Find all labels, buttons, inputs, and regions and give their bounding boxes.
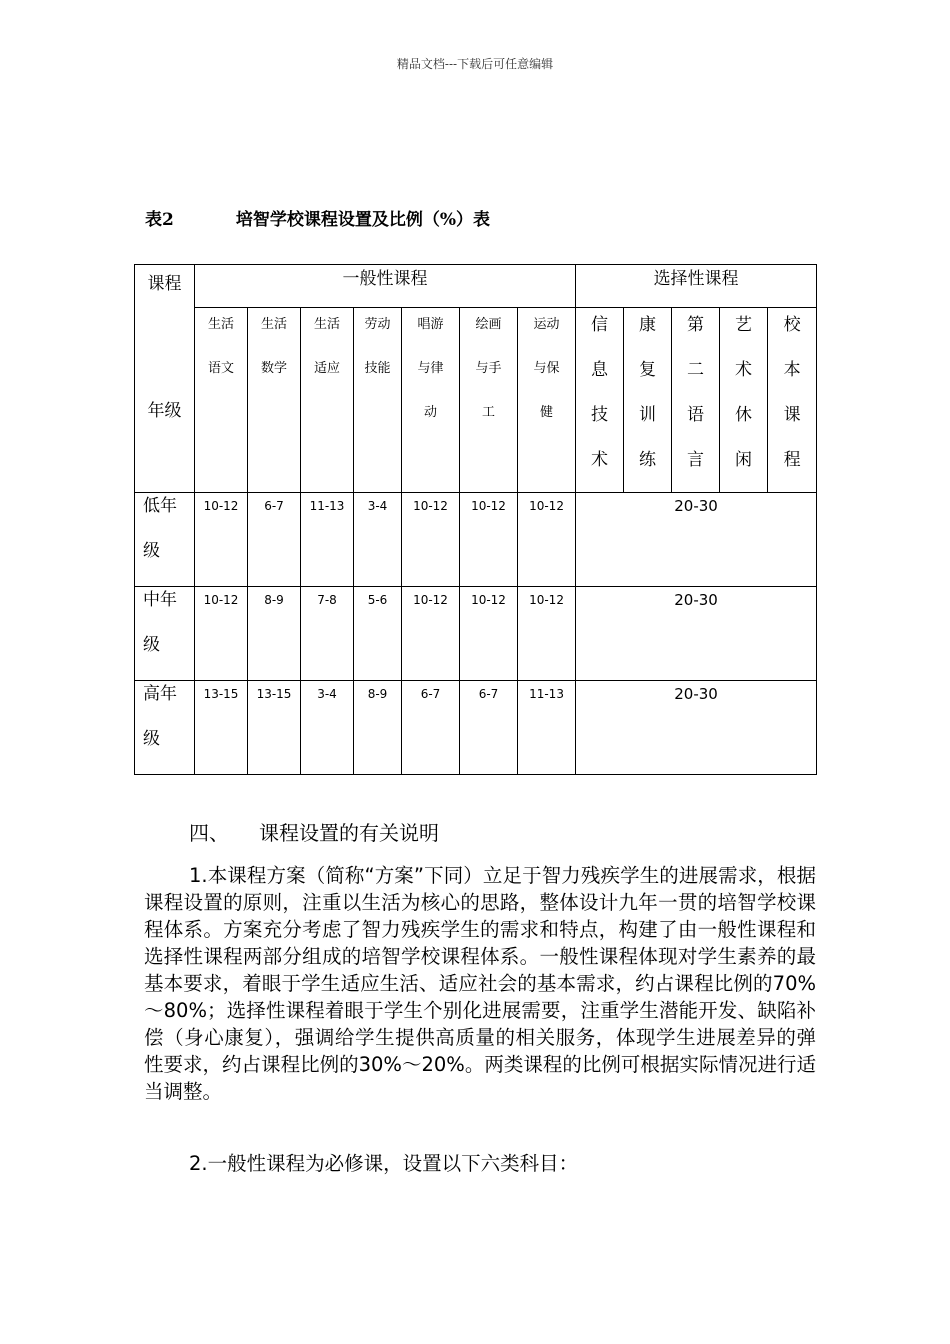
value-cell: 5-6 xyxy=(354,587,402,681)
subject-header: 绘画 与手 工 xyxy=(460,308,518,493)
table-title: 培智学校课程设置及比例（%）表 xyxy=(235,210,490,230)
elective-course-header: 选择性课程 xyxy=(576,265,817,308)
elective-subject-header: 信 息 技 术 xyxy=(576,308,624,493)
section-heading xyxy=(189,817,439,846)
value-cell: 10-12 xyxy=(195,587,248,681)
corner-header xyxy=(135,265,195,493)
value-cell: 8-9 xyxy=(354,681,402,775)
table-row xyxy=(135,493,817,587)
elective-value-cell: 20-30 xyxy=(576,587,817,681)
grade-label: 中年 级 xyxy=(135,587,195,681)
section-number: 四、 xyxy=(189,821,229,845)
corner-grade: 年级 xyxy=(147,401,182,421)
value-cell: 8-9 xyxy=(248,587,301,681)
elective-subject-header: 校 本 课 程 xyxy=(768,308,817,493)
paragraph-1: 1.本课程方案（简称“方案”下同）立足于智力残疾学生的进展需求，根据课程设置的原则，注重以生活为核心的思路，整体设计九年一贯的培智学校课程体系。方案充分考虑了智力残疾学生的需求和特点，构建了由一般性课程和选择性课程两部分组成的培智学校课程体系。一般性课程体现对学生素养的最基本要求，着眼于学生适应生活、适应社会的基本需求，约占课程比例的70%～80%；选择性课程着眼于学生个别化进展需要，注重学生潜能开发、缺陷补偿（身心康复），强调给学生提供高质量的相关服务，体现学生进展差异的弹性要求，约占课程比例的30%～20%。两类课程的比例可根据实际情况进行适当调整。 xyxy=(144,864,816,1103)
elective-value-cell: 20-30 xyxy=(576,493,817,587)
value-cell: 10-12 xyxy=(402,493,460,587)
value-cell: 6-7 xyxy=(248,493,301,587)
value-cell: 6-7 xyxy=(402,681,460,775)
value-cell: 11-13 xyxy=(518,681,576,775)
table-label: 表2 xyxy=(145,210,174,230)
subject-header: 生活 数学 xyxy=(248,308,301,493)
corner-course: 课程 xyxy=(147,274,182,294)
value-cell: 10-12 xyxy=(518,587,576,681)
value-cell: 11-13 xyxy=(301,493,354,587)
elective-subject-header: 康 复 训 练 xyxy=(624,308,672,493)
elective-value-cell: 20-30 xyxy=(576,681,817,775)
value-cell: 10-12 xyxy=(402,587,460,681)
table-row xyxy=(135,681,817,775)
subject-header: 唱游 与律 动 xyxy=(402,308,460,493)
table-caption xyxy=(145,205,490,230)
grade-label: 低年 级 xyxy=(135,493,195,587)
subject-header: 运动 与保 健 xyxy=(518,308,576,493)
value-cell: 13-15 xyxy=(195,681,248,775)
general-course-header: 一般性课程 xyxy=(195,265,576,308)
elective-subject-header: 第 二 语 言 xyxy=(672,308,720,493)
value-cell: 10-12 xyxy=(195,493,248,587)
paragraph-2: 2.一般性课程为必修课，设置以下六类科目： xyxy=(189,1152,579,1175)
section-title: 课程设置的有关说明 xyxy=(259,821,439,845)
value-cell: 6-7 xyxy=(460,681,518,775)
page-header: 精品文档---下载后可任意编辑 xyxy=(396,57,554,71)
subject-header: 劳动 技能 xyxy=(354,308,402,493)
table-row xyxy=(135,587,817,681)
value-cell: 10-12 xyxy=(460,493,518,587)
subject-header: 生活 语文 xyxy=(195,308,248,493)
value-cell: 10-12 xyxy=(518,493,576,587)
value-cell: 3-4 xyxy=(301,681,354,775)
value-cell: 7-8 xyxy=(301,587,354,681)
subject-header: 生活 适应 xyxy=(301,308,354,493)
value-cell: 3-4 xyxy=(354,493,402,587)
grade-label: 高年 级 xyxy=(135,681,195,775)
curriculum-table xyxy=(134,264,817,775)
elective-subject-header: 艺 术 休 闲 xyxy=(720,308,768,493)
value-cell: 10-12 xyxy=(460,587,518,681)
value-cell: 13-15 xyxy=(248,681,301,775)
